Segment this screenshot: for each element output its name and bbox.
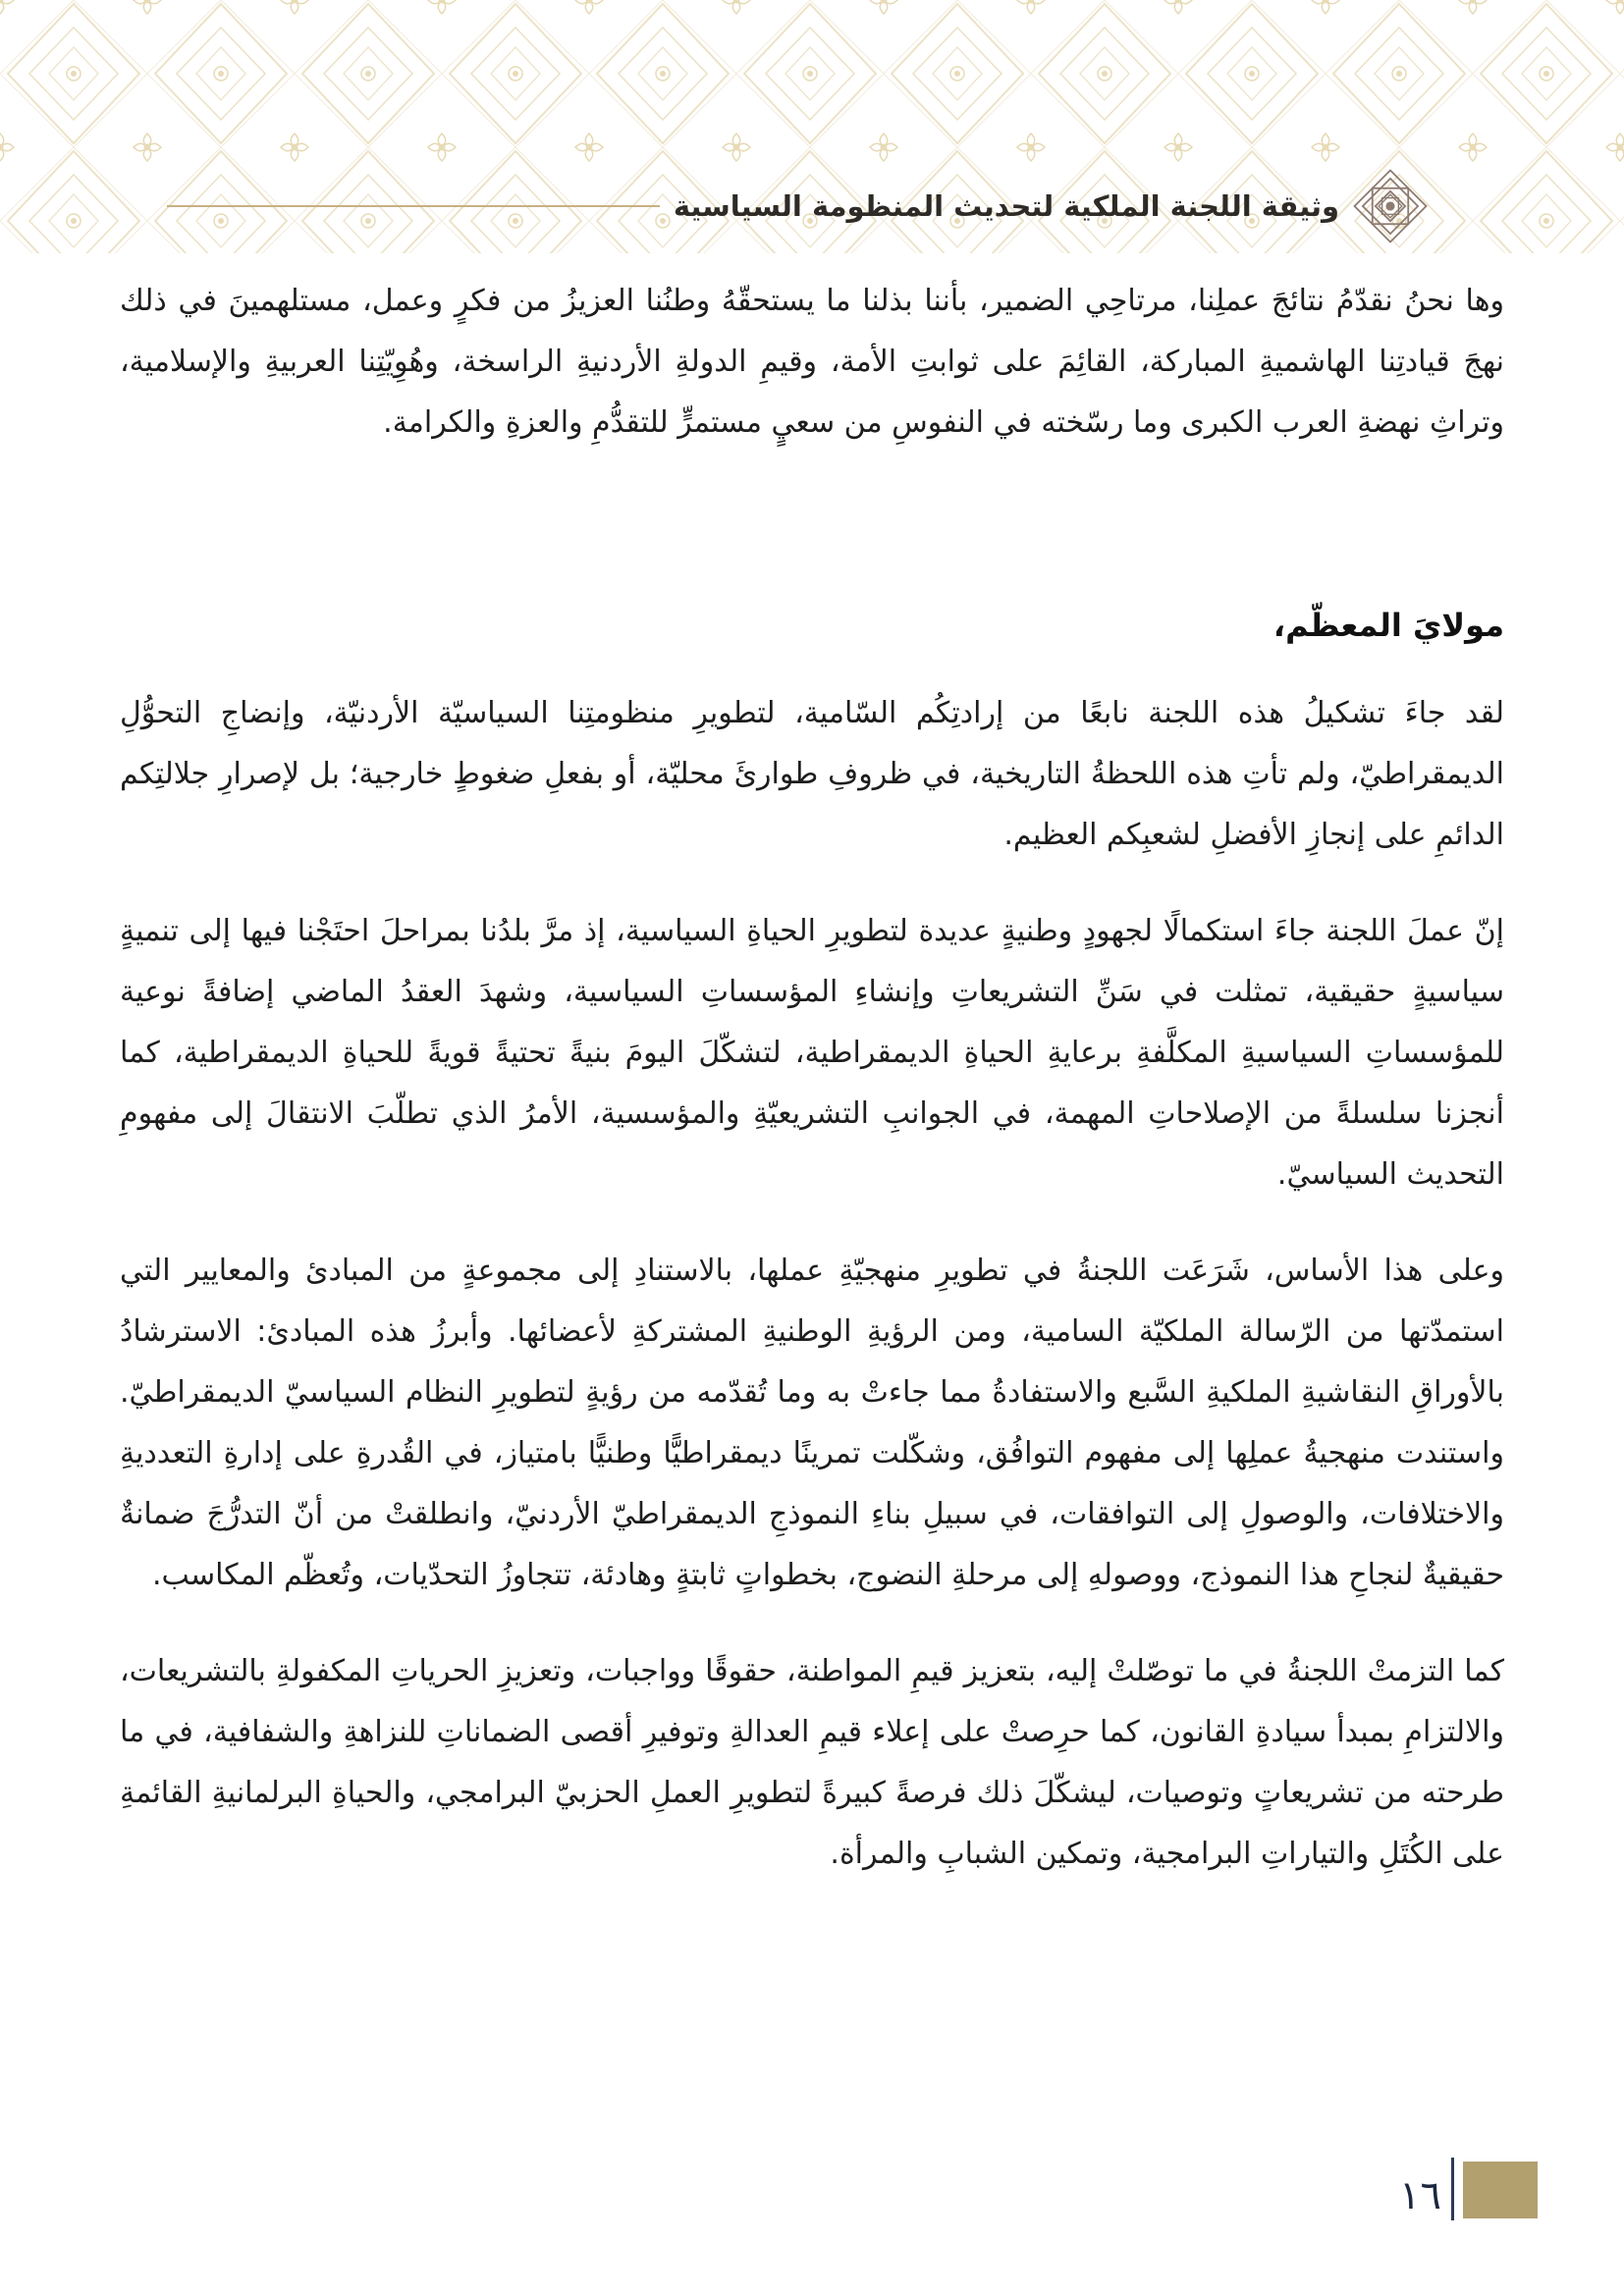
document-body xyxy=(120,271,1504,1920)
section-heading: مولايَ المعظّم، xyxy=(1272,607,1504,644)
ornament-star-icon xyxy=(1353,167,1428,245)
page-header xyxy=(167,167,1428,245)
document-title: وثيقة اللجنة الملكية لتحديث المنظومة السياسية xyxy=(673,189,1339,223)
paragraph-commitments: كما التزمتْ اللجنةُ في ما توصّلتْ إليه، بتعزيز قيمِ المواطنة، حقوقًا وواجبات، وتعزيزِ الحرياتِ المكفولةِ بالتشريعات، والالتزامِ بمبدأ سيادةِ القانون، كما حرِصتْ على إعلاء قيمِ العدالةِ وتوفيرِ أقصى الضماناتِ للنزاهةِ والشفافية، في ما طرحته من تشريعاتٍ وتوصيات، ليشكّلَ ذلك فرصةً كبيرةً لتطويرِ العملِ الحزبيّ البرامجي، والحياةِ البرلمانيةِ القائمةِ على الكُتَلِ والتياراتِ البرامجية، وتمكين الشبابِ والمرأة. xyxy=(120,1654,1504,1871)
paragraph-national-efforts: إنّ عملَ اللجنة جاءَ استكمالًا لجهودٍ وطنيةٍ عديدة لتطويرِ الحياةِ السياسية، إذ مرَّ بلدُنا بمراحلَ احتَجْنا فيها إلى تنميةٍ سياسيةٍ حقيقية، تمثلت في سَنِّ التشريعاتِ وإنشاءِ المؤسساتِ السياسية، وشهدَ العقدُ الماضي إضافةً نوعية للمؤسساتِ السياسيةِ المكلَّفةِ برعايةِ الحياةِ الديمقراطية، لتشكّلَ اليومَ بنيةً تحتيةً قويةً للحياةِ الديمقراطية، كما أنجزنا سلسلةً من الإصلاحاتِ المهمة، في الجوانبِ التشريعيّةِ والمؤسسية، الأمرُ الذي تطلّبَ الانتقالَ إلى مفهومِ التحديث السياسيّ. xyxy=(120,914,1504,1192)
footer-gold-block xyxy=(1463,2162,1538,2218)
paragraph-methodology: وعلى هذا الأساس، شَرَعَت اللجنةُ في تطويرِ منهجيّةِ عملها، بالاستنادِ إلى مجموعةٍ من المبادئ والمعايير التي استمدّتها من الرّسالة الملكيّة السامية، ومن الرؤيةِ الوطنيةِ المشتركةِ لأعضائها. وأبرزُ هذه المبادئ: الاسترشادُ بالأوراقِ النقاشيةِ الملكيةِ السَّبع والاستفادةُ مما جاءتْ به وما تُقدّمه من رؤيةٍ لتطويرِ النظام السياسيّ الديمقراطيّ. واستندت منهجيةُ عملِها إلى مفهوم التوافُق، وشكّلت تمرينًا ديمقراطيًّا وطنيًّا بامتياز، في القُدرةِ على إدارةِ التعدديةِ والاختلافات، والوصولِ إلى التوافقات، في سبيلِ بناءِ النموذجِ الديمقراطيّ الأردنيّ، وانطلقتْ من أنّ التدرُّجَ ضمانةٌ حقيقيةٌ لنجاحِ هذا النموذج، ووصولهِ إلى مرحلةِ النضوج، بخطواتٍ ثابتةٍ وهادئة، تتجاوزُ التحدّيات، وتُعظّم المكاسب. xyxy=(120,1254,1504,1592)
page-number: ١٦ xyxy=(1399,2173,1441,2218)
header-rule-line xyxy=(167,205,660,207)
paragraph-intro: وها نحنُ نقدّمُ نتائجَ عملِنا، مرتاحِي الضمير، بأننا بذلنا ما يستحقّهُ وطنُنا العزيزُ من فكرٍ وعمل، مستلهمينَ في ذلك نهجَ قيادتِنا الهاشميةِ المباركة، القائِمَ على ثوابتِ الأمة، وقيمِ الدولةِ الأردنيةِ الراسخة، وهُوِيّتِنا العربيةِ والإسلامية، وتراثِ نهضةِ العرب الكبرى وما رسّخته في النفوسِ من سعيٍ مستمرٍّ للتقدُّمِ والعزةِ والكرامة. xyxy=(120,284,1504,440)
paragraph-committee-formation: لقد جاءَ تشكيلُ هذه اللجنة نابعًا من إرادتِكُم السّامية، لتطويرِ منظومتِنا السياسيّة الأردنيّة، وإنضاجِ التحوُّلِ الديمقراطيّ، ولم تأتِ هذه اللحظةُ التاريخية، في ظروفِ طوارئَ محليّة، أو بفعلِ ضغوطٍ خارجية؛ بل لإصرارِ جلالتِكم الدائمِ على إنجازِ الأفضلِ لشعبِكم العظيم. xyxy=(120,696,1504,852)
footer-divider-bar xyxy=(1451,2158,1454,2220)
